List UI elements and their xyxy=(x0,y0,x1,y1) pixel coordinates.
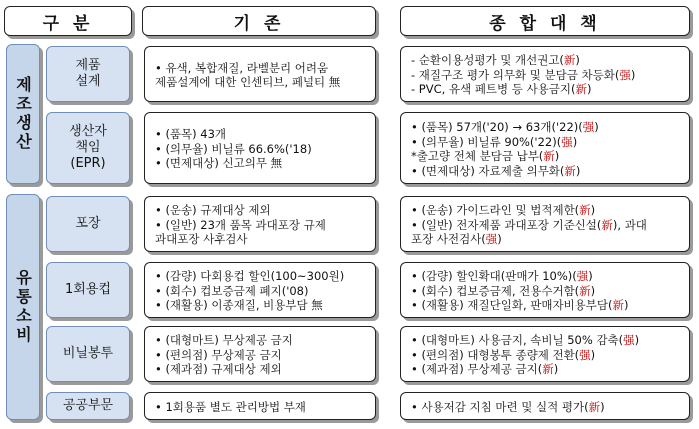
existing-line: • (감량) 다회용컵 할인(100~300원) xyxy=(155,269,345,284)
measure-text: ) xyxy=(554,149,560,163)
existing-line: • (재활용) 이종재질, 비용부담 無 xyxy=(155,298,323,313)
existing-line: • 1회용품 별도 관리방법 부재 xyxy=(155,399,306,414)
measure-text: • (편의점) 대형봉투 종량제 전환( xyxy=(411,347,580,362)
section-distribution xyxy=(6,194,40,420)
category-public-sector: 공공부문 xyxy=(46,392,130,420)
existing-line: 제품설계에 대한 인센티브, 페널티 無 xyxy=(155,75,341,89)
measure-line xyxy=(411,149,683,164)
new-tag: 新 xyxy=(601,217,613,232)
measure-line xyxy=(411,269,683,284)
measure-text: • (감량) 할인확대(판매가 10%)( xyxy=(411,269,577,284)
new-tag: 新 xyxy=(579,203,591,218)
measure-line xyxy=(411,68,683,83)
measure-text: • (재활용) 재질단일화, 판매자비용부담( xyxy=(411,298,613,313)
existing-line: • (일반) 23개 품목 과대포장 규제 xyxy=(155,217,326,232)
measure-text: • (회수) 컵보증금제, 전용수거함( xyxy=(411,283,580,298)
measure-text: • (품목) 57개('20) → 63개('22)( xyxy=(411,120,583,134)
measure-text: • (일반) 전자제품 과대포장 기준신설( xyxy=(411,217,602,232)
existing-line: • (제과점) 규제대상 제외 xyxy=(155,362,282,377)
measure-text: ) xyxy=(624,298,629,313)
section-manufacturing xyxy=(6,44,40,184)
category-epr: 생산자 책임 (EPR) xyxy=(46,112,130,184)
measures-epr xyxy=(400,112,690,184)
category-packaging: 포장 xyxy=(46,196,130,252)
measure-text: • (운송) 가이드라인 및 법적제한( xyxy=(411,203,580,218)
measure-text: • (대형마트) 사용금지, 속비닐 50% 감축( xyxy=(411,333,624,348)
new-tag: 新 xyxy=(612,298,624,313)
measure-text: - 순환이용성평가 및 개선권고( xyxy=(411,53,564,68)
existing-line: • (면제대상) 신고의무 無 xyxy=(155,156,283,171)
new-tag: 强 xyxy=(576,269,589,284)
new-tag: 强 xyxy=(579,347,591,362)
measure-text: • (의무율) 비닐류 90%('22)( xyxy=(411,134,562,149)
measure-line xyxy=(411,164,683,179)
measures-product-design xyxy=(400,46,690,102)
measure-line xyxy=(411,284,683,299)
existing-line: • (편의점) 무상제공 금지 xyxy=(155,347,282,362)
new-tag: 新 xyxy=(579,283,591,298)
measure-text: ) xyxy=(553,362,559,377)
new-tag: 强 xyxy=(582,120,595,134)
measure-text: • (면제대상) 자료제출 의무화( xyxy=(411,163,565,178)
new-tag: 新 xyxy=(542,362,554,377)
measure-line xyxy=(411,298,683,313)
measure-line xyxy=(411,400,683,415)
measure-line xyxy=(411,135,683,150)
measure-text: ), 과대 xyxy=(612,217,647,232)
measure-text: ) xyxy=(575,163,581,178)
measures-public-sector xyxy=(400,392,690,420)
measure-text: ) xyxy=(587,82,592,97)
existing-line: • 유색, 복합재질, 라벨분리 어려움 xyxy=(155,60,329,75)
new-tag: 强 xyxy=(619,67,631,82)
category-product-design: 제품 설계 xyxy=(46,46,130,102)
measure-text: • (제과점) 무상제공 금지( xyxy=(411,362,543,377)
existing-plastic-bag xyxy=(144,326,376,382)
measure-text: ) xyxy=(497,232,502,247)
new-tag: 新 xyxy=(563,53,576,68)
existing-epr xyxy=(144,112,376,184)
category-plastic-bag: 비닐봉투 xyxy=(46,326,130,382)
existing-line: 과대포장 사후검사 xyxy=(155,232,248,247)
measure-line xyxy=(411,218,683,233)
measures-plastic-bag xyxy=(400,326,690,382)
measure-text: ) xyxy=(575,53,580,68)
measure-line xyxy=(411,333,683,348)
measures-packaging xyxy=(400,196,690,252)
measure-text: - PVC, 유색 페트병 등 사용금지( xyxy=(411,82,576,97)
measure-text: - 재질구조 평가 의무화 및 분담금 차등화( xyxy=(411,67,620,82)
existing-disposable-cup xyxy=(144,262,376,318)
new-tag: 新 xyxy=(543,149,555,163)
measure-line xyxy=(411,82,683,97)
existing-line: • (품목) 43개 xyxy=(155,127,227,142)
header-measures: 종 합 대 책 xyxy=(400,6,690,36)
measure-line xyxy=(411,348,683,363)
new-tag: 新 xyxy=(564,163,576,178)
existing-line: • (대형마트) 무상제공 금지 xyxy=(155,333,293,348)
existing-public-sector xyxy=(144,392,376,420)
measure-text: *출고량 전체 분담금 납부( xyxy=(411,149,544,163)
measure-line xyxy=(411,53,683,68)
measure-line xyxy=(411,203,683,218)
measure-text: ) xyxy=(590,203,596,218)
measure-line xyxy=(411,362,683,377)
measure-text: • 사용저감 지침 마련 및 실적 평가( xyxy=(411,399,589,414)
new-tag: 新 xyxy=(588,399,601,414)
new-tag: 新 xyxy=(575,82,587,97)
measure-text: ) xyxy=(594,120,599,134)
new-tag: 强 xyxy=(485,232,498,247)
category-disposable-cup: 1회용컵 xyxy=(46,262,130,318)
existing-product-design xyxy=(144,46,376,102)
measure-text: ) xyxy=(590,283,596,298)
new-tag: 强 xyxy=(623,333,635,348)
header-existing: 기 존 xyxy=(142,6,376,36)
measure-text: 포장 사전검사( xyxy=(411,232,486,247)
measure-text: ) xyxy=(572,134,578,149)
existing-line: • (회수) 컵보증금제 폐지('08) xyxy=(155,283,309,298)
measure-text: ) xyxy=(600,399,605,414)
section-manufacturing-label: 제조생산 xyxy=(13,76,33,152)
section-distribution-label: 유통소비 xyxy=(13,269,33,345)
existing-packaging xyxy=(144,196,376,252)
new-tag: 强 xyxy=(561,134,573,149)
measure-line xyxy=(411,232,683,247)
measure-text: ) xyxy=(630,67,636,82)
measures-disposable-cup xyxy=(400,262,690,318)
existing-line: • (의무율) 비닐류 66.6%('18) xyxy=(155,141,312,156)
measure-text: ) xyxy=(588,269,593,284)
measure-text: ) xyxy=(590,347,596,362)
measure-text: ) xyxy=(634,333,640,348)
existing-line: • (운송) 규제대상 제외 xyxy=(155,203,271,218)
measure-line xyxy=(411,120,683,135)
header-category: 구 분 xyxy=(4,6,132,36)
